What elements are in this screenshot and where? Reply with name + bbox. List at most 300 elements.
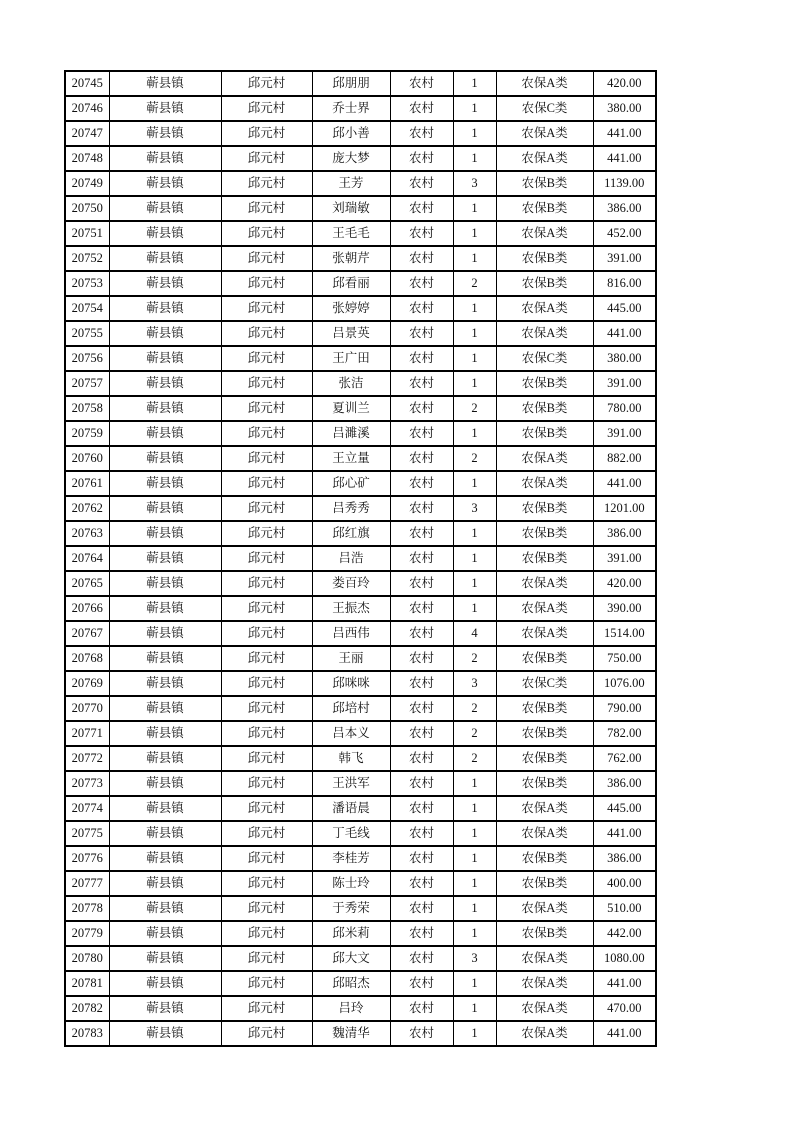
cell-town: 蕲县镇	[109, 971, 221, 996]
cell-residence-type: 农村	[390, 721, 453, 746]
cell-person-count: 1	[453, 71, 496, 96]
cell-person-count: 1	[453, 471, 496, 496]
cell-insurance-category: 农保A类	[496, 446, 593, 471]
cell-id: 20764	[65, 546, 109, 571]
cell-residence-type: 农村	[390, 146, 453, 171]
table-row	[65, 496, 656, 521]
cell-insurance-category: 农保C类	[496, 96, 593, 121]
cell-id: 20770	[65, 696, 109, 721]
cell-village: 邱元村	[221, 921, 312, 946]
table-row	[65, 921, 656, 946]
cell-person-name: 王丽	[312, 646, 390, 671]
cell-id: 20775	[65, 821, 109, 846]
cell-town: 蕲县镇	[109, 596, 221, 621]
table-row	[65, 171, 656, 196]
cell-insurance-category: 农保A类	[496, 596, 593, 621]
cell-person-count: 4	[453, 621, 496, 646]
table-row	[65, 521, 656, 546]
table-row	[65, 971, 656, 996]
cell-insurance-category: 农保A类	[496, 571, 593, 596]
cell-village: 邱元村	[221, 646, 312, 671]
cell-insurance-category: 农保B类	[496, 696, 593, 721]
table-row	[65, 371, 656, 396]
cell-person-count: 1	[453, 371, 496, 396]
cell-person-name: 邱培村	[312, 696, 390, 721]
cell-amount: 400.00	[593, 871, 656, 896]
cell-village: 邱元村	[221, 746, 312, 771]
cell-amount: 441.00	[593, 146, 656, 171]
cell-person-name: 夏训兰	[312, 396, 390, 421]
cell-person-count: 1	[453, 221, 496, 246]
cell-amount: 762.00	[593, 746, 656, 771]
cell-village: 邱元村	[221, 146, 312, 171]
cell-town: 蕲县镇	[109, 321, 221, 346]
cell-person-name: 吕玲	[312, 996, 390, 1021]
cell-person-count: 2	[453, 446, 496, 471]
cell-insurance-category: 农保B类	[496, 921, 593, 946]
cell-village: 邱元村	[221, 571, 312, 596]
cell-village: 邱元村	[221, 246, 312, 271]
cell-town: 蕲县镇	[109, 396, 221, 421]
table-row	[65, 546, 656, 571]
cell-village: 邱元村	[221, 96, 312, 121]
cell-village: 邱元村	[221, 771, 312, 796]
cell-id: 20756	[65, 346, 109, 371]
table-row	[65, 196, 656, 221]
cell-person-name: 王洪军	[312, 771, 390, 796]
cell-insurance-category: 农保B类	[496, 846, 593, 871]
cell-id: 20746	[65, 96, 109, 121]
cell-amount: 441.00	[593, 471, 656, 496]
cell-id: 20769	[65, 671, 109, 696]
cell-residence-type: 农村	[390, 446, 453, 471]
cell-insurance-category: 农保B类	[496, 871, 593, 896]
cell-village: 邱元村	[221, 796, 312, 821]
cell-village: 邱元村	[221, 546, 312, 571]
cell-amount: 441.00	[593, 821, 656, 846]
cell-amount: 452.00	[593, 221, 656, 246]
table-row	[65, 396, 656, 421]
cell-person-count: 1	[453, 571, 496, 596]
cell-person-name: 吕浩	[312, 546, 390, 571]
cell-residence-type: 农村	[390, 271, 453, 296]
cell-person-name: 吕秀秀	[312, 496, 390, 521]
cell-village: 邱元村	[221, 871, 312, 896]
cell-residence-type: 农村	[390, 171, 453, 196]
cell-person-count: 1	[453, 521, 496, 546]
cell-id: 20776	[65, 846, 109, 871]
cell-amount: 380.00	[593, 346, 656, 371]
table-row	[65, 996, 656, 1021]
cell-id: 20753	[65, 271, 109, 296]
cell-person-count: 3	[453, 496, 496, 521]
cell-person-count: 2	[453, 696, 496, 721]
table-row	[65, 471, 656, 496]
cell-residence-type: 农村	[390, 571, 453, 596]
cell-insurance-category: 农保B类	[496, 546, 593, 571]
cell-id: 20745	[65, 71, 109, 96]
cell-town: 蕲县镇	[109, 821, 221, 846]
cell-village: 邱元村	[221, 121, 312, 146]
cell-town: 蕲县镇	[109, 896, 221, 921]
cell-town: 蕲县镇	[109, 271, 221, 296]
cell-id: 20755	[65, 321, 109, 346]
cell-village: 邱元村	[221, 521, 312, 546]
cell-person-name: 乔士界	[312, 96, 390, 121]
cell-insurance-category: 农保B类	[496, 721, 593, 746]
cell-village: 邱元村	[221, 896, 312, 921]
cell-insurance-category: 农保C类	[496, 346, 593, 371]
cell-residence-type: 农村	[390, 196, 453, 221]
cell-id: 20768	[65, 646, 109, 671]
cell-residence-type: 农村	[390, 921, 453, 946]
cell-insurance-category: 农保B类	[496, 171, 593, 196]
cell-residence-type: 农村	[390, 396, 453, 421]
cell-amount: 386.00	[593, 196, 656, 221]
cell-id: 20752	[65, 246, 109, 271]
cell-insurance-category: 农保A类	[496, 321, 593, 346]
cell-person-count: 1	[453, 846, 496, 871]
cell-id: 20762	[65, 496, 109, 521]
cell-residence-type: 农村	[390, 121, 453, 146]
table-row	[65, 671, 656, 696]
cell-person-count: 1	[453, 321, 496, 346]
cell-residence-type: 农村	[390, 596, 453, 621]
cell-amount: 445.00	[593, 296, 656, 321]
cell-residence-type: 农村	[390, 96, 453, 121]
cell-person-name: 王毛毛	[312, 221, 390, 246]
cell-id: 20757	[65, 371, 109, 396]
cell-person-count: 2	[453, 746, 496, 771]
table-row	[65, 96, 656, 121]
cell-person-name: 魏清华	[312, 1021, 390, 1046]
table-row	[65, 871, 656, 896]
cell-person-name: 潘语晨	[312, 796, 390, 821]
cell-id: 20781	[65, 971, 109, 996]
cell-person-count: 1	[453, 121, 496, 146]
cell-residence-type: 农村	[390, 371, 453, 396]
cell-residence-type: 农村	[390, 1021, 453, 1046]
cell-insurance-category: 农保A类	[496, 621, 593, 646]
cell-person-count: 1	[453, 346, 496, 371]
cell-id: 20765	[65, 571, 109, 596]
cell-town: 蕲县镇	[109, 171, 221, 196]
cell-village: 邱元村	[221, 971, 312, 996]
cell-insurance-category: 农保A类	[496, 1021, 593, 1046]
cell-residence-type: 农村	[390, 746, 453, 771]
table-row	[65, 771, 656, 796]
cell-insurance-category: 农保B类	[496, 396, 593, 421]
cell-person-count: 1	[453, 796, 496, 821]
cell-village: 邱元村	[221, 371, 312, 396]
cell-insurance-category: 农保A类	[496, 971, 593, 996]
cell-town: 蕲县镇	[109, 696, 221, 721]
cell-id: 20763	[65, 521, 109, 546]
cell-village: 邱元村	[221, 846, 312, 871]
table-row	[65, 271, 656, 296]
table-row	[65, 796, 656, 821]
cell-amount: 391.00	[593, 546, 656, 571]
cell-residence-type: 农村	[390, 321, 453, 346]
cell-town: 蕲县镇	[109, 796, 221, 821]
table-row	[65, 646, 656, 671]
cell-amount: 441.00	[593, 121, 656, 146]
cell-person-name: 吕濉溪	[312, 421, 390, 446]
cell-insurance-category: 农保A类	[496, 121, 593, 146]
table-row	[65, 121, 656, 146]
cell-town: 蕲县镇	[109, 121, 221, 146]
cell-insurance-category: 农保B类	[496, 371, 593, 396]
cell-amount: 386.00	[593, 846, 656, 871]
cell-town: 蕲县镇	[109, 496, 221, 521]
table-row	[65, 746, 656, 771]
cell-residence-type: 农村	[390, 946, 453, 971]
cell-amount: 442.00	[593, 921, 656, 946]
cell-person-name: 邱朋朋	[312, 71, 390, 96]
cell-village: 邱元村	[221, 71, 312, 96]
cell-town: 蕲县镇	[109, 721, 221, 746]
cell-residence-type: 农村	[390, 996, 453, 1021]
cell-id: 20754	[65, 296, 109, 321]
cell-person-name: 邱咪咪	[312, 671, 390, 696]
cell-village: 邱元村	[221, 421, 312, 446]
cell-person-count: 1	[453, 296, 496, 321]
cell-town: 蕲县镇	[109, 1021, 221, 1046]
table-row	[65, 846, 656, 871]
cell-village: 邱元村	[221, 271, 312, 296]
cell-person-name: 邱红旗	[312, 521, 390, 546]
table-row	[65, 571, 656, 596]
cell-residence-type: 农村	[390, 246, 453, 271]
cell-town: 蕲县镇	[109, 471, 221, 496]
cell-insurance-category: 农保C类	[496, 671, 593, 696]
cell-person-count: 3	[453, 171, 496, 196]
table-row	[65, 1021, 656, 1046]
cell-person-count: 1	[453, 196, 496, 221]
cell-id: 20779	[65, 921, 109, 946]
cell-residence-type: 农村	[390, 896, 453, 921]
cell-village: 邱元村	[221, 821, 312, 846]
cell-residence-type: 农村	[390, 846, 453, 871]
cell-village: 邱元村	[221, 196, 312, 221]
cell-insurance-category: 农保B类	[496, 496, 593, 521]
cell-person-count: 1	[453, 596, 496, 621]
cell-person-name: 吕西伟	[312, 621, 390, 646]
cell-amount: 1080.00	[593, 946, 656, 971]
cell-amount: 1201.00	[593, 496, 656, 521]
cell-amount: 790.00	[593, 696, 656, 721]
cell-village: 邱元村	[221, 171, 312, 196]
cell-person-count: 1	[453, 771, 496, 796]
cell-amount: 441.00	[593, 321, 656, 346]
cell-person-name: 王立量	[312, 446, 390, 471]
cell-village: 邱元村	[221, 721, 312, 746]
cell-amount: 782.00	[593, 721, 656, 746]
cell-town: 蕲县镇	[109, 346, 221, 371]
cell-residence-type: 农村	[390, 71, 453, 96]
cell-amount: 420.00	[593, 71, 656, 96]
cell-person-name: 王振杰	[312, 596, 390, 621]
table-row	[65, 296, 656, 321]
cell-person-name: 邱昭杰	[312, 971, 390, 996]
table-row	[65, 721, 656, 746]
cell-amount: 391.00	[593, 246, 656, 271]
table-row	[65, 246, 656, 271]
cell-insurance-category: 农保A类	[496, 996, 593, 1021]
cell-residence-type: 农村	[390, 496, 453, 521]
cell-id: 20748	[65, 146, 109, 171]
cell-village: 邱元村	[221, 696, 312, 721]
cell-residence-type: 农村	[390, 821, 453, 846]
cell-town: 蕲县镇	[109, 446, 221, 471]
cell-village: 邱元村	[221, 396, 312, 421]
cell-amount: 380.00	[593, 96, 656, 121]
table-row	[65, 621, 656, 646]
cell-id: 20773	[65, 771, 109, 796]
cell-person-count: 1	[453, 971, 496, 996]
cell-village: 邱元村	[221, 596, 312, 621]
cell-town: 蕲县镇	[109, 196, 221, 221]
cell-id: 20767	[65, 621, 109, 646]
cell-id: 20778	[65, 896, 109, 921]
cell-insurance-category: 农保A类	[496, 896, 593, 921]
cell-person-name: 张洁	[312, 371, 390, 396]
cell-town: 蕲县镇	[109, 571, 221, 596]
cell-person-count: 2	[453, 271, 496, 296]
cell-town: 蕲县镇	[109, 671, 221, 696]
cell-insurance-category: 农保B类	[496, 421, 593, 446]
cell-town: 蕲县镇	[109, 371, 221, 396]
cell-id: 20783	[65, 1021, 109, 1046]
table-row	[65, 146, 656, 171]
cell-town: 蕲县镇	[109, 146, 221, 171]
cell-village: 邱元村	[221, 346, 312, 371]
cell-id: 20750	[65, 196, 109, 221]
cell-person-count: 1	[453, 921, 496, 946]
table-row	[65, 596, 656, 621]
cell-amount: 780.00	[593, 396, 656, 421]
cell-amount: 391.00	[593, 371, 656, 396]
cell-amount: 386.00	[593, 771, 656, 796]
cell-id: 20749	[65, 171, 109, 196]
cell-id: 20766	[65, 596, 109, 621]
cell-person-name: 娄百玲	[312, 571, 390, 596]
table-row	[65, 446, 656, 471]
cell-id: 20759	[65, 421, 109, 446]
cell-person-count: 2	[453, 396, 496, 421]
cell-town: 蕲县镇	[109, 771, 221, 796]
cell-person-count: 1	[453, 896, 496, 921]
table-row	[65, 71, 656, 96]
cell-residence-type: 农村	[390, 696, 453, 721]
cell-town: 蕲县镇	[109, 221, 221, 246]
cell-amount: 386.00	[593, 521, 656, 546]
cell-town: 蕲县镇	[109, 421, 221, 446]
cell-person-count: 1	[453, 996, 496, 1021]
cell-town: 蕲县镇	[109, 521, 221, 546]
cell-amount: 441.00	[593, 1021, 656, 1046]
table-row	[65, 896, 656, 921]
cell-person-name: 邱看丽	[312, 271, 390, 296]
cell-person-name: 王芳	[312, 171, 390, 196]
cell-person-name: 陈士玲	[312, 871, 390, 896]
cell-person-count: 1	[453, 546, 496, 571]
cell-residence-type: 农村	[390, 346, 453, 371]
cell-town: 蕲县镇	[109, 546, 221, 571]
cell-residence-type: 农村	[390, 421, 453, 446]
cell-insurance-category: 农保B类	[496, 246, 593, 271]
cell-town: 蕲县镇	[109, 71, 221, 96]
cell-person-count: 1	[453, 871, 496, 896]
cell-person-name: 张婷婷	[312, 296, 390, 321]
cell-amount: 1514.00	[593, 621, 656, 646]
cell-person-count: 2	[453, 646, 496, 671]
cell-residence-type: 农村	[390, 971, 453, 996]
cell-residence-type: 农村	[390, 796, 453, 821]
cell-village: 邱元村	[221, 471, 312, 496]
cell-amount: 1076.00	[593, 671, 656, 696]
cell-residence-type: 农村	[390, 471, 453, 496]
cell-id: 20771	[65, 721, 109, 746]
cell-person-name: 王广田	[312, 346, 390, 371]
cell-person-count: 1	[453, 421, 496, 446]
cell-person-name: 吕本义	[312, 721, 390, 746]
table-row	[65, 696, 656, 721]
table-row	[65, 821, 656, 846]
cell-village: 邱元村	[221, 296, 312, 321]
cell-person-name: 张朝芹	[312, 246, 390, 271]
cell-amount: 445.00	[593, 796, 656, 821]
cell-residence-type: 农村	[390, 771, 453, 796]
cell-town: 蕲县镇	[109, 296, 221, 321]
cell-amount: 390.00	[593, 596, 656, 621]
cell-person-name: 于秀荣	[312, 896, 390, 921]
cell-residence-type: 农村	[390, 221, 453, 246]
cell-insurance-category: 农保B类	[496, 771, 593, 796]
table-row	[65, 946, 656, 971]
cell-town: 蕲县镇	[109, 246, 221, 271]
cell-village: 邱元村	[221, 1021, 312, 1046]
cell-amount: 816.00	[593, 271, 656, 296]
cell-id: 20761	[65, 471, 109, 496]
cell-id: 20751	[65, 221, 109, 246]
cell-town: 蕲县镇	[109, 646, 221, 671]
cell-insurance-category: 农保B类	[496, 746, 593, 771]
cell-town: 蕲县镇	[109, 746, 221, 771]
cell-person-name: 庞大梦	[312, 146, 390, 171]
cell-id: 20774	[65, 796, 109, 821]
cell-person-name: 刘瑞敏	[312, 196, 390, 221]
cell-residence-type: 农村	[390, 546, 453, 571]
cell-person-count: 3	[453, 946, 496, 971]
cell-residence-type: 农村	[390, 646, 453, 671]
cell-person-name: 邱大文	[312, 946, 390, 971]
cell-insurance-category: 农保A类	[496, 296, 593, 321]
cell-id: 20780	[65, 946, 109, 971]
cell-person-name: 李桂芳	[312, 846, 390, 871]
cell-amount: 882.00	[593, 446, 656, 471]
cell-town: 蕲县镇	[109, 621, 221, 646]
cell-town: 蕲县镇	[109, 996, 221, 1021]
cell-amount: 1139.00	[593, 171, 656, 196]
cell-person-count: 1	[453, 96, 496, 121]
cell-insurance-category: 农保B类	[496, 646, 593, 671]
cell-insurance-category: 农保A类	[496, 471, 593, 496]
cell-insurance-category: 农保B类	[496, 196, 593, 221]
cell-amount: 441.00	[593, 971, 656, 996]
table-row	[65, 221, 656, 246]
cell-village: 邱元村	[221, 996, 312, 1021]
